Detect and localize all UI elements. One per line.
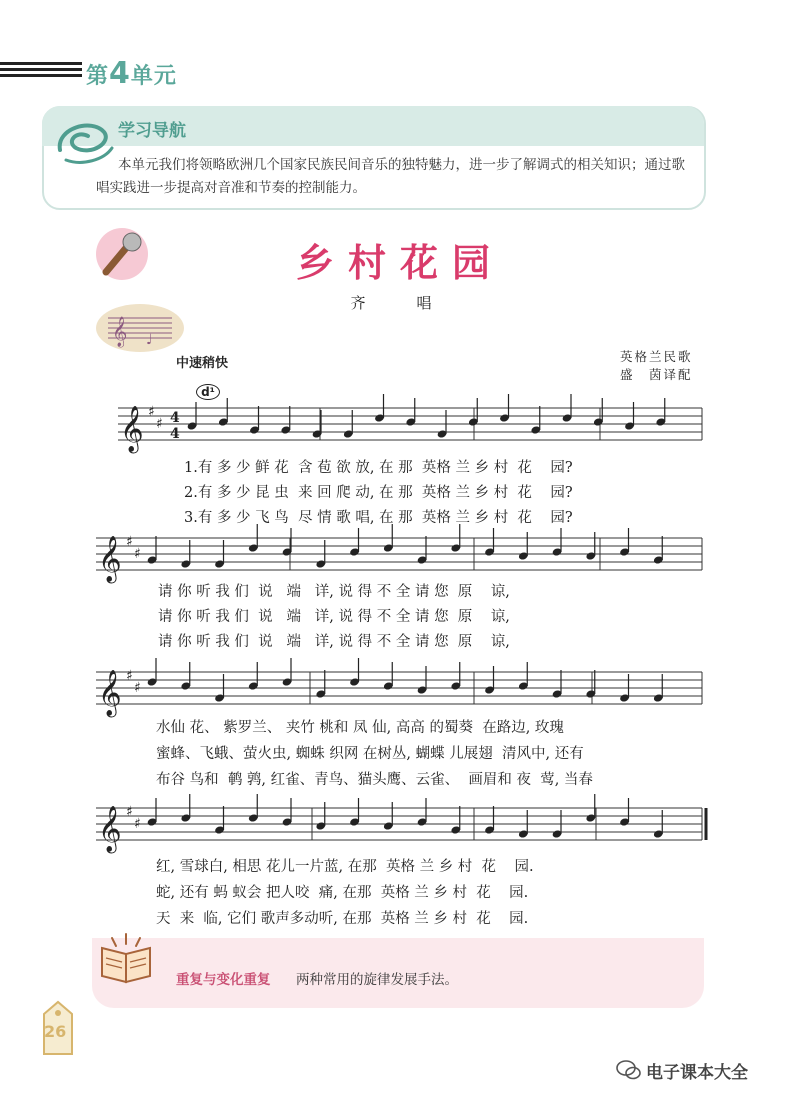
sharp-sign: ♯: [126, 534, 133, 550]
lyric-line: 3.有 多 少 飞 鸟 尽 情 歌 唱, 在 那 英格 兰 乡 村 花 园?: [184, 510, 573, 526]
song-title: 乡村花园: [295, 240, 504, 285]
treble-clef: 𝄞: [98, 670, 122, 716]
guide-label: 学习导航: [118, 121, 186, 141]
svg-text:𝄞: 𝄞: [112, 317, 128, 347]
open-book-icon: [96, 930, 160, 986]
sharp-sign: ♯: [156, 416, 163, 432]
lyric-line: 蛇, 还有 蚂 蚁会 把人咬 痛, 在那 英格 兰 乡 村 花 园.: [156, 885, 529, 901]
lyric-line: 蜜蜂、飞蛾、萤火虫, 蜘蛛 织网 在树丛, 蝴蝶 儿展翅 清风中, 还有: [156, 746, 584, 762]
lyric-line: 请 你 听 我 们 说 端 详, 说 得 不 全 请 您 原 谅,: [158, 634, 510, 650]
rehearsal-mark: d¹: [196, 384, 220, 400]
time-signature-top: 4: [170, 410, 180, 426]
lyric-line: 请 你 听 我 们 说 端 详, 说 得 不 全 请 您 原 谅,: [158, 584, 510, 600]
unit-suffix: 单元: [130, 64, 177, 89]
lyric-line: 1.有 多 少 鲜 花 含 苞 欲 放, 在 那 英格 兰 乡 村 花 园?: [184, 460, 573, 476]
treble-clef: 𝄞: [120, 406, 144, 452]
note-keyword: 重复与变化重复: [176, 972, 271, 988]
sharp-sign: ♯: [148, 404, 155, 420]
wechat-icon: [616, 1058, 642, 1082]
lyric-line: 布谷 鸟和 鹌 鹑, 红雀、青鸟、猫头鹰、云雀、 画眉和 夜 莺, 当春: [156, 772, 593, 788]
sharp-sign: ♯: [134, 546, 141, 562]
treble-clef: 𝄞: [98, 536, 122, 582]
page-number: 26: [44, 1022, 67, 1041]
guide-text: 本单元我们将领略欧洲几个国家民族民间音乐的独特魅力，进一步了解调式的相关知识；通过歌唱实践进一步提高对音准和节奏的控制能力。: [96, 157, 685, 196]
sharp-sign: ♯: [134, 680, 141, 696]
sharp-sign: ♯: [134, 816, 141, 832]
song-translator: 盛 茵译配: [620, 367, 693, 382]
unit-prefix: 第: [86, 64, 110, 89]
tempo-marking: 中速稍快: [176, 356, 229, 371]
note-text: 两种常用的旋律发展手法。: [296, 972, 458, 988]
lyric-line: 红, 雪球白, 相思 花儿一片蓝, 在那 英格 兰 乡 村 花 园.: [156, 859, 534, 875]
lyric-line: 2.有 多 少 昆 虫 来 回 爬 动, 在 那 英格 兰 乡 村 花 园?: [184, 485, 573, 501]
unit-number: 4: [109, 56, 131, 91]
treble-clef: 𝄞: [98, 806, 122, 852]
song-origin: 英格兰民歌: [620, 349, 693, 364]
svg-text:♩: ♩: [146, 332, 153, 348]
time-signature-bottom: 4: [170, 426, 180, 442]
song-form: 齐 唱: [350, 294, 450, 312]
lyric-line: 水仙 花、 紫罗兰、 夹竹 桃和 凤 仙, 高高 的蜀葵 在路边, 玫瑰: [156, 720, 564, 736]
sharp-sign: ♯: [126, 668, 133, 684]
sharp-sign: ♯: [126, 804, 133, 820]
lyric-line: 天 来 临, 它们 歌声多动听, 在那 英格 兰 乡 村 花 园.: [156, 911, 529, 927]
lyric-line: 请 你 听 我 们 说 端 详, 说 得 不 全 请 您 原 谅,: [158, 609, 510, 625]
watermark-text: 电子课本大全: [646, 1063, 748, 1083]
